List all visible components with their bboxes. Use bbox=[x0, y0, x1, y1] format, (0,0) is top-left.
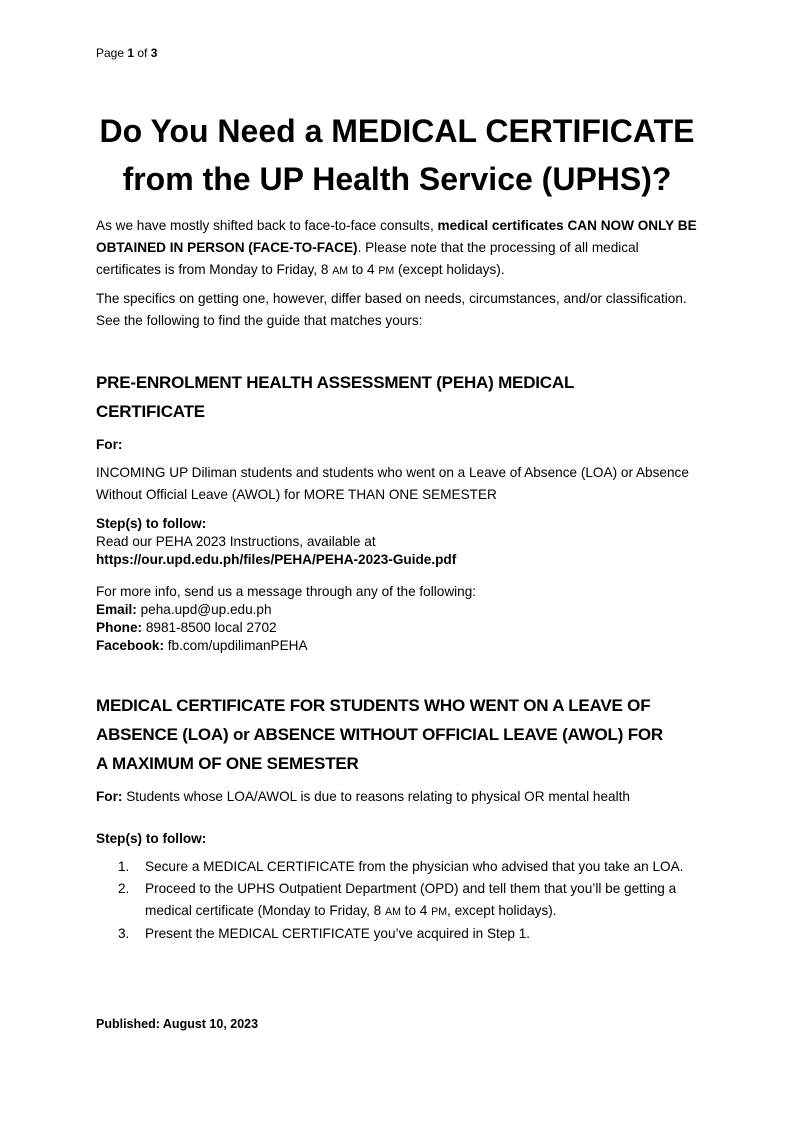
contact-email bbox=[96, 601, 698, 619]
peha-guide-url: https://our.upd.edu.ph/files/PEHA/PEHA-2023-Guide.pdf bbox=[96, 552, 457, 567]
contact-facebook-label: Facebook: bbox=[96, 638, 164, 653]
intro-paragraph-1 bbox=[96, 215, 698, 282]
contact-phone bbox=[96, 619, 698, 637]
contact-email-label: Email: bbox=[96, 602, 137, 617]
more-info-line: For more info, send us a message through any of the following: bbox=[96, 584, 477, 599]
section1-steps-block bbox=[96, 515, 698, 569]
page-header-run: of bbox=[134, 46, 151, 60]
section1-steps-intro: Read our PEHA 2023 Instructions, available at bbox=[96, 534, 376, 549]
list-item-text bbox=[145, 856, 698, 878]
steps-list bbox=[96, 856, 698, 945]
section2-for-text: Students whose LOA/AWOL is due to reasons relating to physical OR mental health bbox=[122, 789, 630, 804]
section2-heading bbox=[96, 691, 698, 778]
list-item-run: , except holidays). bbox=[447, 903, 557, 918]
list-item bbox=[96, 856, 698, 878]
pm-smallcaps: PM bbox=[431, 906, 448, 918]
section1-steps-label: Step(s) to follow: bbox=[96, 516, 207, 531]
contact-facebook bbox=[96, 637, 698, 655]
intro-paragraph-2: The specifics on getting one, however, differ based on needs, circumstances, and/or classification. See the following to find the guide that matches yours: bbox=[96, 291, 687, 328]
page-number-header bbox=[96, 46, 698, 61]
page-header-total-pages: 3 bbox=[150, 46, 158, 60]
list-item-text bbox=[145, 878, 698, 923]
intro-run: As we have mostly shifted back to face-to-face consults, bbox=[96, 218, 438, 233]
list-item-run: Proceed to the UPHS Outpatient Department (OPD) and tell them that you’ll be getting a medical certificate (Monday to Friday, 8 bbox=[145, 881, 677, 918]
list-item bbox=[96, 923, 698, 945]
intro-run: . Please note that the processing of all medical certificates is from Monday to Friday, 8 bbox=[96, 240, 639, 277]
list-item-number: 1. bbox=[118, 859, 130, 874]
published-date: Published: August 10, 2023 bbox=[96, 1017, 259, 1031]
section2-heading-line-1: MEDICAL CERTIFICATE FOR STUDENTS WHO WENT ON A LEAVE OF bbox=[96, 696, 651, 715]
list-item bbox=[96, 878, 698, 923]
document-title-line-1: Do You Need a MEDICAL CERTIFICATE bbox=[99, 113, 695, 149]
intro-bold-run: medical certificates CAN NOW ONLY BE OBTAINED IN PERSON (FACE-TO-FACE) bbox=[96, 218, 697, 255]
contact-phone-value: 8981-8500 local 2702 bbox=[142, 620, 277, 635]
document-title-line-2: from the UP Health Service (UPHS)? bbox=[122, 161, 672, 197]
section1-for-label: For: bbox=[96, 437, 123, 452]
section2-for-label: For: bbox=[96, 789, 123, 804]
section2-heading-line-2: ABSENCE (LOA) or ABSENCE WITHOUT OFFICIAL LEAVE (AWOL) FOR bbox=[96, 725, 664, 744]
section1-contact-block bbox=[96, 583, 698, 655]
contact-email-value: peha.upd@up.edu.ph bbox=[136, 602, 272, 617]
section1-heading bbox=[96, 368, 698, 426]
list-item-number: 2. bbox=[118, 881, 130, 896]
list-item-run: Present the MEDICAL CERTIFICATE you’ve acquired in Step 1. bbox=[145, 926, 531, 941]
document-title bbox=[96, 107, 698, 203]
list-item-run: Secure a MEDICAL CERTIFICATE from the physician who advised that you take an LOA. bbox=[145, 859, 684, 874]
list-item-number: 3. bbox=[118, 926, 130, 941]
contact-facebook-value: fb.com/updilimanPEHA bbox=[163, 638, 308, 653]
contact-phone-label: Phone: bbox=[96, 620, 143, 635]
list-item-text bbox=[145, 923, 698, 945]
section2-for-line bbox=[96, 786, 698, 808]
list-item-run: to 4 bbox=[400, 903, 432, 918]
section1-heading-line-1: PRE-ENROLMENT HEALTH ASSESSMENT (PEHA) MEDICAL bbox=[96, 373, 575, 392]
section1-heading-line-2: CERTIFICATE bbox=[96, 402, 205, 421]
section2-heading-line-3: A MAXIMUM OF ONE SEMESTER bbox=[96, 754, 359, 773]
pm-smallcaps: PM bbox=[378, 265, 395, 277]
section1-for-text: INCOMING UP Diliman students and students who went on a Leave of Absence (LOA) or Absence Without Official Leave (AWOL) for MORE THAN ONE SEMESTER bbox=[96, 465, 689, 502]
intro-run: to 4 bbox=[348, 262, 379, 277]
am-smallcaps: AM bbox=[332, 265, 349, 277]
am-smallcaps: AM bbox=[385, 906, 401, 918]
section2-steps-label: Step(s) to follow: bbox=[96, 831, 207, 846]
intro-run: (except holidays). bbox=[394, 262, 505, 277]
page-header-page-num: 1 bbox=[127, 46, 135, 60]
page-header-run: Page bbox=[96, 46, 128, 60]
